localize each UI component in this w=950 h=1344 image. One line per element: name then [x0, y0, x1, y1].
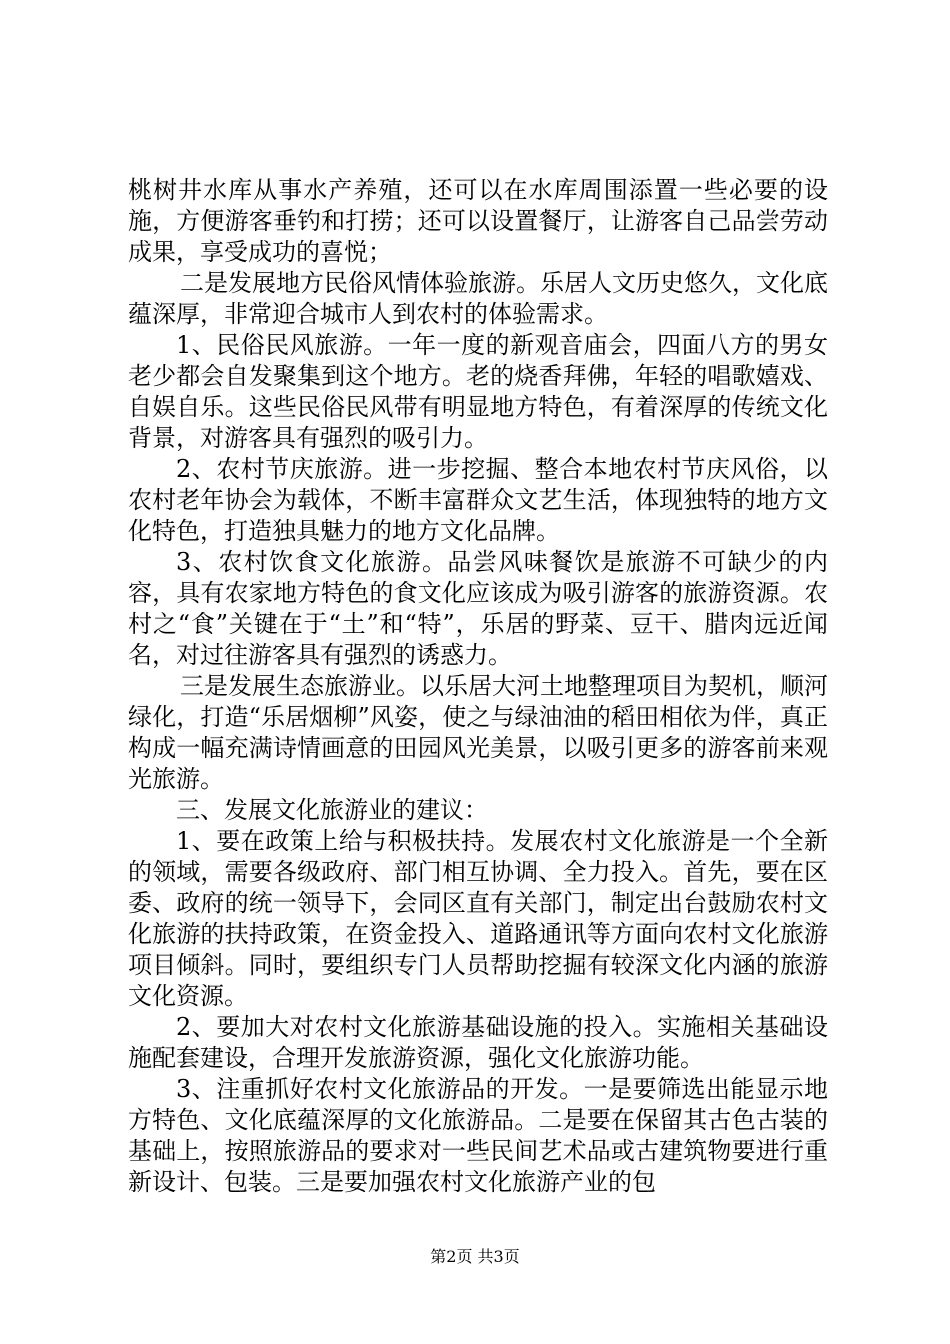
paragraph-folk-custom-item-3: 3、农村饮食文化旅游。品尝风味餐饮是旅游不可缺少的内容，具有农家地方特色的食文化应该成为吸引游客的旅游资源。农村之“食”关键在于“土”和“特”，乐居的野菜、豆干、腊肉远近闻名，对过往游客具有强烈的诱惑力。: [128, 548, 828, 669]
paragraph-folk-custom-tourism-intro: 二是发展地方民俗风情体验旅游。乐居人文历史悠久，文化底蕴深厚，非常迎合城市人到农村的体验需求。: [128, 269, 828, 328]
page-footer: [0, 1247, 950, 1267]
section-heading-suggestions: 三、发展文化旅游业的建议：: [176, 796, 488, 824]
paragraph-suggestion-1: 1、要在政策上给与积极扶持。发展农村文化旅游是一个全新的领域，需要各级政府、部门相互协调、全力投入。首先，要在区委、政府的统一领导下，会同区直有关部门，制定出台鼓励农村文化旅游的扶持政策，在资金投入、道路通讯等方面向农村文化旅游项目倾斜。同时，要组织专门人员帮助挖掘有较深文化内涵的旅游文化资源。: [128, 827, 828, 1010]
paragraph-continuation: 桃树井水库从事水产养殖，还可以在水库周围添置一些必要的设施，方便游客垂钓和打捞；还可以设置餐厅，让游客自己品尝劳动成果，享受成功的喜悦；: [128, 176, 828, 266]
paragraph-folk-custom-item-2: 2、农村节庆旅游。进一步挖掘、整合本地农村节庆风俗，以农村老年协会为载体，不断丰富群众文艺生活，体现独特的地方文化特色，打造独具魅力的地方文化品牌。: [128, 455, 828, 545]
paragraph-suggestion-3: 3、注重抓好农村文化旅游品的开发。一是要筛选出能显示地方特色、文化底蕴深厚的文化旅游品。二是要在保留其古色古装的基础上，按照旅游品的要求对一些民间艺术品或古建筑物要进行重新设计、包装。三是要加强农村文化旅游产业的包: [128, 1075, 828, 1196]
paragraph-suggestion-2: 2、要加大对农村文化旅游基础设施的投入。实施相关基础设施配套建设，合理开发旅游资源，强化文化旅游功能。: [128, 1013, 828, 1072]
paragraph-folk-custom-item-1: 1、民俗民风旅游。一年一度的新观音庙会，四面八方的男女老少都会自发聚集到这个地方。老的烧香拜佛，年轻的唱歌嬉戏、自娱自乐。这些民俗民风带有明显地方特色，有着深厚的传统文化背景，对游客具有强烈的吸引力。: [128, 331, 828, 452]
document-body: [128, 175, 828, 1198]
paragraph-eco-tourism: 三是发展生态旅游业。以乐居大河土地整理项目为契机，顺河绿化，打造“乐居烟柳”风姿，使之与绿油油的稻田相依为伴，真正构成一幅充满诗情画意的田园风光美景，以吸引更多的游客前来观光旅游。: [128, 672, 828, 793]
page-number-label: 第2页 共3页: [430, 1247, 520, 1266]
